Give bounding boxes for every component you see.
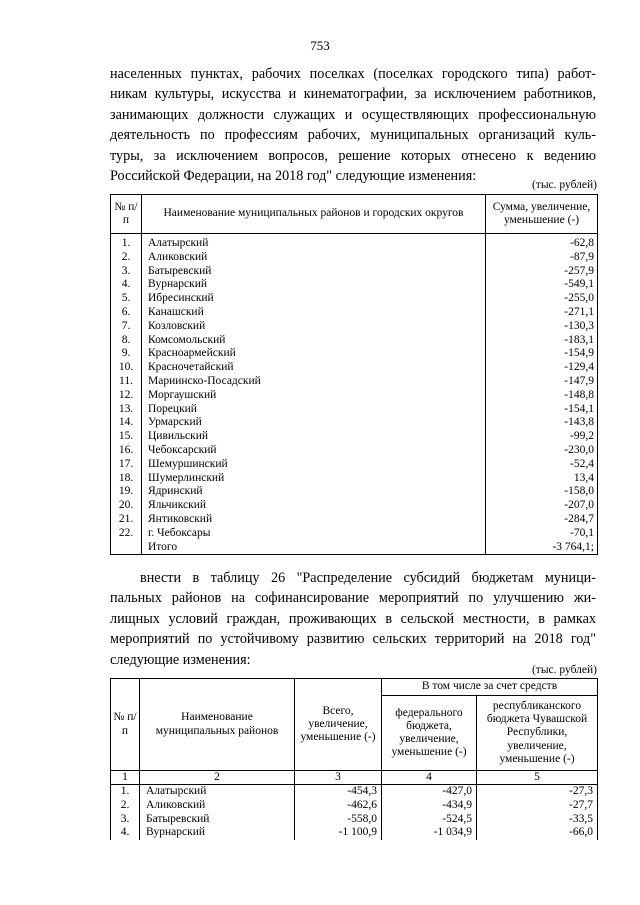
row-number: 17. [111, 458, 142, 472]
table-row [111, 527, 598, 541]
row-number [111, 541, 142, 555]
amount-value: -158,0 [486, 485, 598, 499]
table-row [111, 347, 598, 361]
table1-units: (тыс. рублей) [531, 179, 597, 191]
row-number: 2. [111, 251, 142, 265]
header-federal: федерального бюджета, увеличение, уменьшение (-) [382, 696, 477, 771]
district-name: Аликовский [142, 251, 486, 265]
republic-value: -66,0 [477, 826, 598, 840]
district-name: Красночетайский [142, 361, 486, 375]
district-name: Шумерлинский [142, 472, 486, 486]
total-value: -1 100,9 [295, 826, 382, 840]
amount-value: -271,1 [486, 306, 598, 320]
amount-value: -62,8 [486, 234, 598, 251]
header-including: В том числе за счет средств [382, 679, 598, 696]
amount-value: 13,4 [486, 472, 598, 486]
column-number: 1 [111, 771, 140, 785]
paragraph-line: следующие изменения: [110, 651, 251, 668]
table-row [111, 416, 598, 430]
total-value: -558,0 [295, 813, 382, 827]
intro-paragraph [110, 64, 596, 186]
row-number: 2. [111, 799, 140, 813]
page-number: 753 [310, 38, 330, 53]
district-name: Красноармейский [142, 347, 486, 361]
paragraph-line: туры, за исключением вопросов, решение которых отнесено к ведению [110, 147, 596, 164]
row-number: 6. [111, 306, 142, 320]
district-name: Чебоксарский [142, 444, 486, 458]
row-number: 12. [111, 389, 142, 403]
table-row [111, 458, 598, 472]
header-name: Наименование муниципальных районов и городских округов [142, 195, 486, 234]
district-name: Алатырский [142, 234, 486, 251]
header-republic: республиканского бюджета Чувашской Республики, увеличение, уменьшение (-) [477, 696, 598, 771]
total-value: -462,6 [295, 799, 382, 813]
row-number: 15. [111, 430, 142, 444]
table-row [111, 513, 598, 527]
table-row [111, 444, 598, 458]
table-row [111, 265, 598, 279]
table-row [111, 826, 598, 840]
paragraph-line: лищных условий граждан, проживающих в сельской местности, в рамках [110, 610, 596, 627]
row-number: 21. [111, 513, 142, 527]
table-row [111, 361, 598, 375]
column-number-row [111, 771, 598, 785]
district-name: Мариинско-Посадский [142, 375, 486, 389]
amount-value: -143,8 [486, 416, 598, 430]
federal-value: -427,0 [382, 785, 477, 799]
header-num: № п/п [111, 679, 140, 771]
amount-value: -207,0 [486, 499, 598, 513]
district-name: Ибресинский [142, 292, 486, 306]
table-row [111, 785, 598, 799]
paragraph-line: занимающих должности служащих и осуществляющих профессиональную [110, 106, 596, 123]
district-name: Шемуршинский [142, 458, 486, 472]
row-number: 10. [111, 361, 142, 375]
paragraph-line: населенных пунктах, рабочих поселках (поселках городского типа) работ- [110, 66, 596, 82]
table-row [111, 292, 598, 306]
row-number: 16. [111, 444, 142, 458]
amount-value: -549,1 [486, 278, 598, 292]
amount-value: -183,1 [486, 334, 598, 348]
federal-value: -1 034,9 [382, 826, 477, 840]
header-total: Всего, увеличение, уменьшение (-) [295, 679, 382, 771]
federal-value: -524,5 [382, 813, 477, 827]
row-number: 3. [111, 813, 140, 827]
row-number: 13. [111, 403, 142, 417]
paragraph-line: мероприятий по устойчивому развитию сельских территорий на 2018 год" [110, 631, 596, 648]
amount-value: -255,0 [486, 292, 598, 306]
district-name: Цивильский [142, 430, 486, 444]
amount-value: -129,4 [486, 361, 598, 375]
table-row [111, 375, 598, 389]
district-name: Козловский [142, 320, 486, 334]
table1-body [111, 234, 598, 555]
amount-value: -230,0 [486, 444, 598, 458]
district-name: Алатырский [140, 785, 295, 799]
row-number: 20. [111, 499, 142, 513]
row-number: 1. [111, 785, 140, 799]
federal-value: -434,9 [382, 799, 477, 813]
paragraph-line: пальных районов на софинансирование мероприятий по улучшению жи- [110, 590, 596, 607]
amount-value: -154,1 [486, 403, 598, 417]
table-row [111, 234, 598, 251]
column-number: 3 [295, 771, 382, 785]
amount-value: -130,3 [486, 320, 598, 334]
table-row [111, 306, 598, 320]
row-number: 19. [111, 485, 142, 499]
amount-value: -257,9 [486, 265, 598, 279]
row-number: 4. [111, 278, 142, 292]
amount-value: -154,9 [486, 347, 598, 361]
district-name: Итого [142, 541, 486, 555]
district-name: Батыревский [142, 265, 486, 279]
table-row [111, 472, 598, 486]
paragraph-line: никам культуры, искусства и кинематографии, за исключением работников, [110, 86, 596, 103]
amount-value: -52,4 [486, 458, 598, 472]
row-number: 5. [111, 292, 142, 306]
republic-value: -27,7 [477, 799, 598, 813]
header-num: № п/п [111, 195, 142, 234]
district-name: Порецкий [142, 403, 486, 417]
row-number: 1. [111, 234, 142, 251]
district-name: Канашский [142, 306, 486, 320]
row-number: 18. [111, 472, 142, 486]
table1-header-row [111, 195, 598, 234]
district-name: Батыревский [140, 813, 295, 827]
amount-value: -70,1 [486, 527, 598, 541]
district-name: г. Чебоксары [142, 527, 486, 541]
table-row [111, 499, 598, 513]
subsidy-table-1 [110, 194, 598, 555]
table-row [111, 485, 598, 499]
paragraph-line: деятельность по профессиям рабочих, муниципальных организаций куль- [110, 127, 596, 144]
table-row [111, 278, 598, 292]
district-name: Комсомольский [142, 334, 486, 348]
republic-value: -33,5 [477, 813, 598, 827]
table-row [111, 389, 598, 403]
header-name: Наименование муниципальных районов [140, 679, 295, 771]
header-amount: Сумма, увеличение, уменьшение (-) [486, 195, 598, 234]
row-number: 7. [111, 320, 142, 334]
table-row [111, 334, 598, 348]
row-number: 22. [111, 527, 142, 541]
paragraph-line: Российской Федерации, на 2018 год" следующие изменения: [110, 168, 477, 185]
table-row [111, 320, 598, 334]
row-number: 4. [111, 826, 140, 840]
amount-value: -284,7 [486, 513, 598, 527]
table2-units: (тыс. рублей) [531, 664, 597, 676]
amount-value: -148,8 [486, 389, 598, 403]
column-number: 5 [477, 771, 598, 785]
table-row [111, 430, 598, 444]
row-number: 3. [111, 265, 142, 279]
amount-value: -3 764,1; [486, 541, 598, 555]
district-name: Вурнарский [142, 278, 486, 292]
table-row [111, 251, 598, 265]
table-row [111, 813, 598, 827]
row-number: 11. [111, 375, 142, 389]
table-row [111, 541, 598, 555]
row-number: 9. [111, 347, 142, 361]
second-paragraph [110, 568, 596, 670]
row-number: 8. [111, 334, 142, 348]
table-row [111, 799, 598, 813]
paragraph-line: внести в таблицу 26 "Распределение субсидий бюджетам муници- [140, 570, 596, 586]
district-name: Ядринский [142, 485, 486, 499]
district-name: Вурнарский [140, 826, 295, 840]
row-number: 14. [111, 416, 142, 430]
amount-value: -147,9 [486, 375, 598, 389]
column-number: 4 [382, 771, 477, 785]
district-name: Янтиковский [142, 513, 486, 527]
district-name: Урмарский [142, 416, 486, 430]
total-value: -454,3 [295, 785, 382, 799]
district-name: Яльчикский [142, 499, 486, 513]
amount-value: -99,2 [486, 430, 598, 444]
district-name: Аликовский [140, 799, 295, 813]
table-row [111, 403, 598, 417]
table2-body [111, 771, 598, 841]
subsidy-table-2 [110, 678, 598, 840]
district-name: Моргаушский [142, 389, 486, 403]
table2-header-row [111, 679, 598, 696]
republic-value: -27,3 [477, 785, 598, 799]
amount-value: -87,9 [486, 251, 598, 265]
column-number: 2 [140, 771, 295, 785]
